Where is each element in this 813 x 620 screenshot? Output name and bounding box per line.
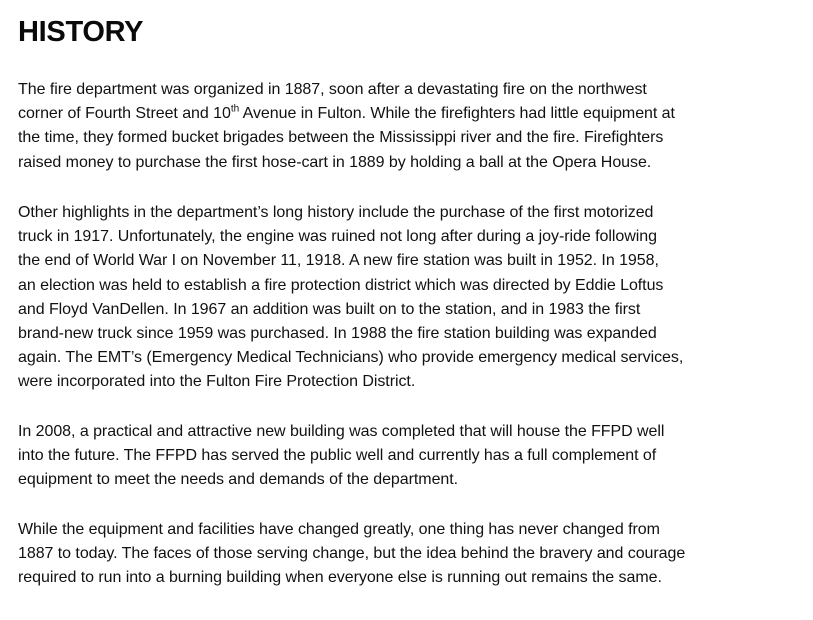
paragraph-line: 1887 to today. The faces of those serving change, but the idea behind the bravery and courage bbox=[18, 545, 686, 563]
paragraph-line: were incorporated into the Fulton Fire Protection District. bbox=[18, 373, 416, 391]
line-text-before-superscript: corner of Fourth Street and 10 bbox=[18, 105, 231, 123]
paragraph-line: equipment to meet the needs and demands of the department. bbox=[18, 471, 459, 489]
history-paragraph-new-building bbox=[18, 420, 798, 493]
paragraph-line: While the equipment and facilities have changed greatly, one thing has never changed from bbox=[18, 521, 660, 538]
ordinal-superscript: th bbox=[230, 103, 240, 115]
paragraph-line bbox=[18, 102, 798, 126]
paragraph-line: brand-new truck since 1959 was purchased. In 1988 the fire station building was expanded bbox=[18, 325, 657, 343]
paragraph-line: the time, they formed bucket brigades between the Mississippi river and the fire. Firefighters bbox=[18, 129, 664, 147]
paragraph-line: into the future. The FFPD has served the public well and currently has a full complement of bbox=[18, 447, 657, 465]
history-paragraph-highlights bbox=[18, 201, 798, 395]
history-paragraph-closing bbox=[18, 518, 798, 591]
paragraph-line: In 2008, a practical and attractive new building was completed that will house the FFPD well bbox=[18, 423, 665, 440]
paragraph-line: required to run into a burning building when everyone else is running out remains the same. bbox=[18, 569, 662, 587]
history-paragraph-founding bbox=[18, 78, 798, 175]
page-title: HISTORY bbox=[18, 16, 144, 48]
paragraph-line: The fire department was organized in 1887, soon after a devastating fire on the northwest bbox=[18, 81, 647, 98]
paragraph-line: the end of World War I on November 11, 1918. A new fire station was built in 1952. In 1958, bbox=[18, 252, 659, 270]
paragraph-line: and Floyd VanDellen. In 1967 an addition was built on to the station, and in 1983 the first bbox=[18, 300, 641, 318]
paragraph-line: again. The EMT’s (Emergency Medical Technicians) who provide emergency medical services, bbox=[18, 349, 684, 367]
paragraph-line: truck in 1917. Unfortunately, the engine was ruined not long after during a joy-ride following bbox=[18, 228, 657, 246]
paragraph-line: Other highlights in the department’s long history include the purchase of the first motorized bbox=[18, 204, 654, 221]
paragraph-line: raised money to purchase the first hose-cart in 1889 by holding a ball at the Opera House. bbox=[18, 153, 652, 171]
paragraph-line: an election was held to establish a fire protection district which was directed by Eddie Loftus bbox=[18, 276, 664, 294]
line-text-after-superscript: Avenue in Fulton. While the firefighters had little equipment at bbox=[239, 105, 675, 123]
